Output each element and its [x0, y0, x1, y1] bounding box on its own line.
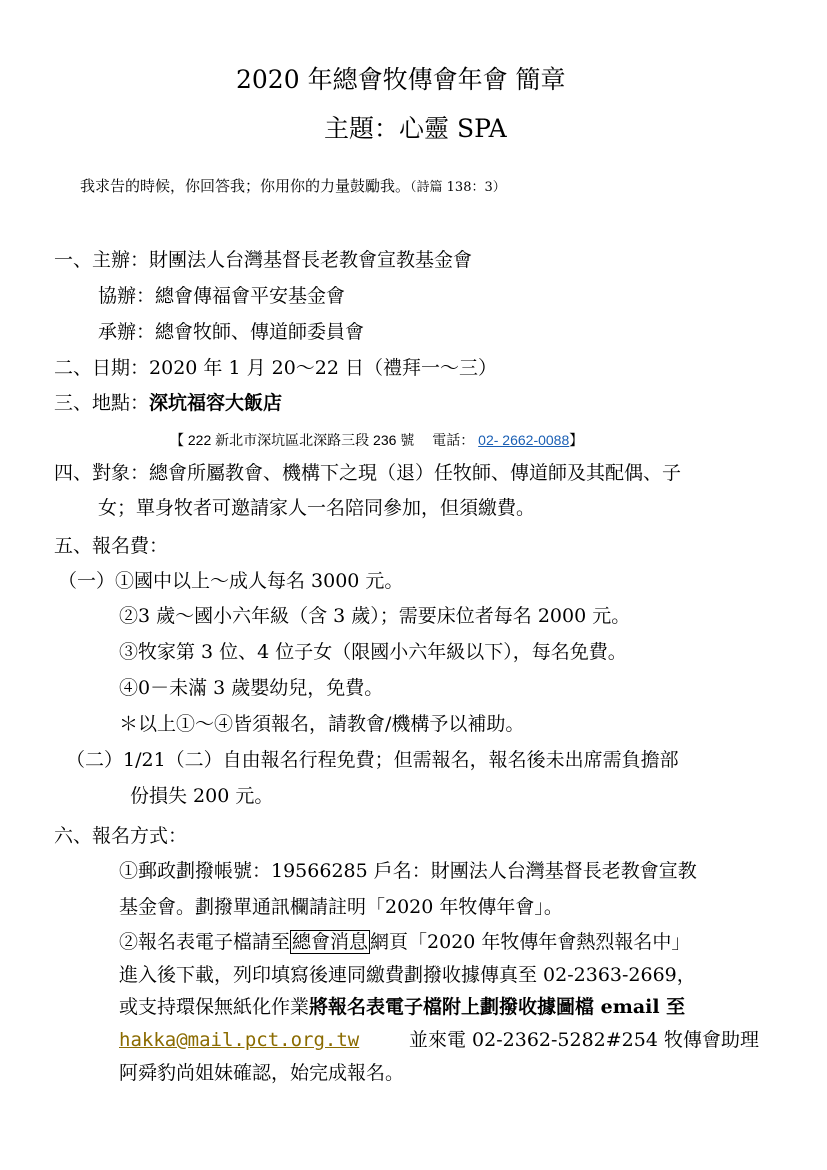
fee-item-1: （一）①國中以上～成人每名 3000 元。 — [58, 570, 404, 592]
section-audience-line1: 四、對象：總會所屬教會、機構下之現（退）任牧師、傳道師及其配偶、子 — [54, 462, 682, 484]
register-method-2-line1 — [119, 930, 690, 954]
fee-item-2: ②3 歲～國小六年級（含 3 歲）；需要床位者每名 2000 元。 — [119, 605, 631, 627]
news-page-link[interactable]: 總會消息 — [292, 931, 369, 953]
register-method-2-line3 — [119, 995, 685, 1019]
venue-value: 深坑福容大飯店 — [149, 392, 283, 414]
fee-note: ＊以上①～④皆須報名，請教會/機構予以補助。 — [119, 713, 525, 735]
section-co-host — [98, 284, 345, 308]
organizer-label: 承辦： — [98, 321, 156, 343]
fee-item-b-line1: （二）1/21（二）自由報名行程免費；但需報名，報名後未出席需負擔部 — [66, 749, 679, 771]
method-2-suffix: 網頁「2020 年牧傳年會熱烈報名中」 — [370, 931, 691, 953]
section-organizer — [98, 320, 364, 344]
venue-label: 三、地點： — [54, 392, 150, 414]
doc-subtitle: 主題：心靈 SPA — [324, 114, 507, 143]
fee-item-b-line2: 份損失 200 元。 — [130, 785, 274, 807]
register-method-2-phone: 並來電 02-2362-5282#254 牧傳會助理 — [409, 1029, 759, 1051]
section-register-heading: 六、報名方式： — [54, 825, 188, 847]
section-date — [54, 356, 497, 380]
fee-item-4: ④0－未滿 3 歲嬰幼兒，免費。 — [119, 677, 384, 699]
address-text: 【 222 新北市深坑區北深路三段 236 號 — [170, 432, 415, 448]
method-2-eco-text: 或支持環保無紙化作業 — [119, 996, 310, 1018]
verse-text: 我求告的時候，你回答我；你用你的力量鼓勵我。 — [80, 177, 411, 195]
section-host — [54, 248, 472, 272]
register-method-1-line1: ①郵政劃撥帳號：19566285 戶名：財團法人台灣基督長老教會宣教 — [119, 860, 697, 882]
address-close-bracket: 】 — [569, 432, 584, 448]
doc-title: 2020 年總會牧傳會年會 簡章 — [236, 65, 566, 94]
phone-label: 電話： — [432, 432, 475, 448]
section-venue — [54, 391, 282, 415]
date-label: 二、日期： — [54, 357, 150, 379]
section-audience-line2: 女；單身牧者可邀請家人一名陪同參加，但須繳費。 — [98, 497, 536, 519]
email-link[interactable]: hakka@mail.pct.org.tw — [119, 1029, 360, 1051]
method-2-prefix: ②報名表電子檔請至 — [119, 931, 291, 953]
venue-address — [170, 428, 583, 452]
verse-reference: （詩篇 138：3） — [410, 180, 506, 195]
bible-verse — [80, 174, 506, 200]
section-fee-heading: 五、報名費： — [54, 535, 169, 557]
host-value: 財團法人台灣基督長老教會宣教基金會 — [149, 249, 473, 271]
method-2-email-instruction: 將報名表電子檔附上劃撥收據圖檔 email 至 — [309, 996, 686, 1018]
organizer-value: 總會牧師、傳道師委員會 — [155, 321, 365, 343]
register-method-1-line2: 基金會。劃撥單通訊欄請註明「2020 年牧傳年會」。 — [119, 896, 563, 918]
phone-link[interactable]: 02- 2662-0088 — [478, 432, 570, 448]
co-host-value: 總會傳福會平安基金會 — [155, 285, 346, 307]
register-method-2-line2: 進入後下載，列印填寫後連同繳費劃撥收據傳真至 02-2363-2669， — [119, 964, 696, 986]
register-method-2-line4 — [119, 1028, 359, 1052]
date-value: 2020 年 1 月 20～22 日（禮拜一～三） — [149, 357, 498, 379]
co-host-label: 協辦： — [98, 285, 156, 307]
fee-item-3: ③牧家第 3 位、4 位子女（限國小六年級以下），每名免費。 — [119, 641, 627, 663]
host-label: 一、主辦： — [54, 249, 150, 271]
register-method-2-line5: 阿舜豹尚姐妹確認，始完成報名。 — [119, 1062, 405, 1084]
